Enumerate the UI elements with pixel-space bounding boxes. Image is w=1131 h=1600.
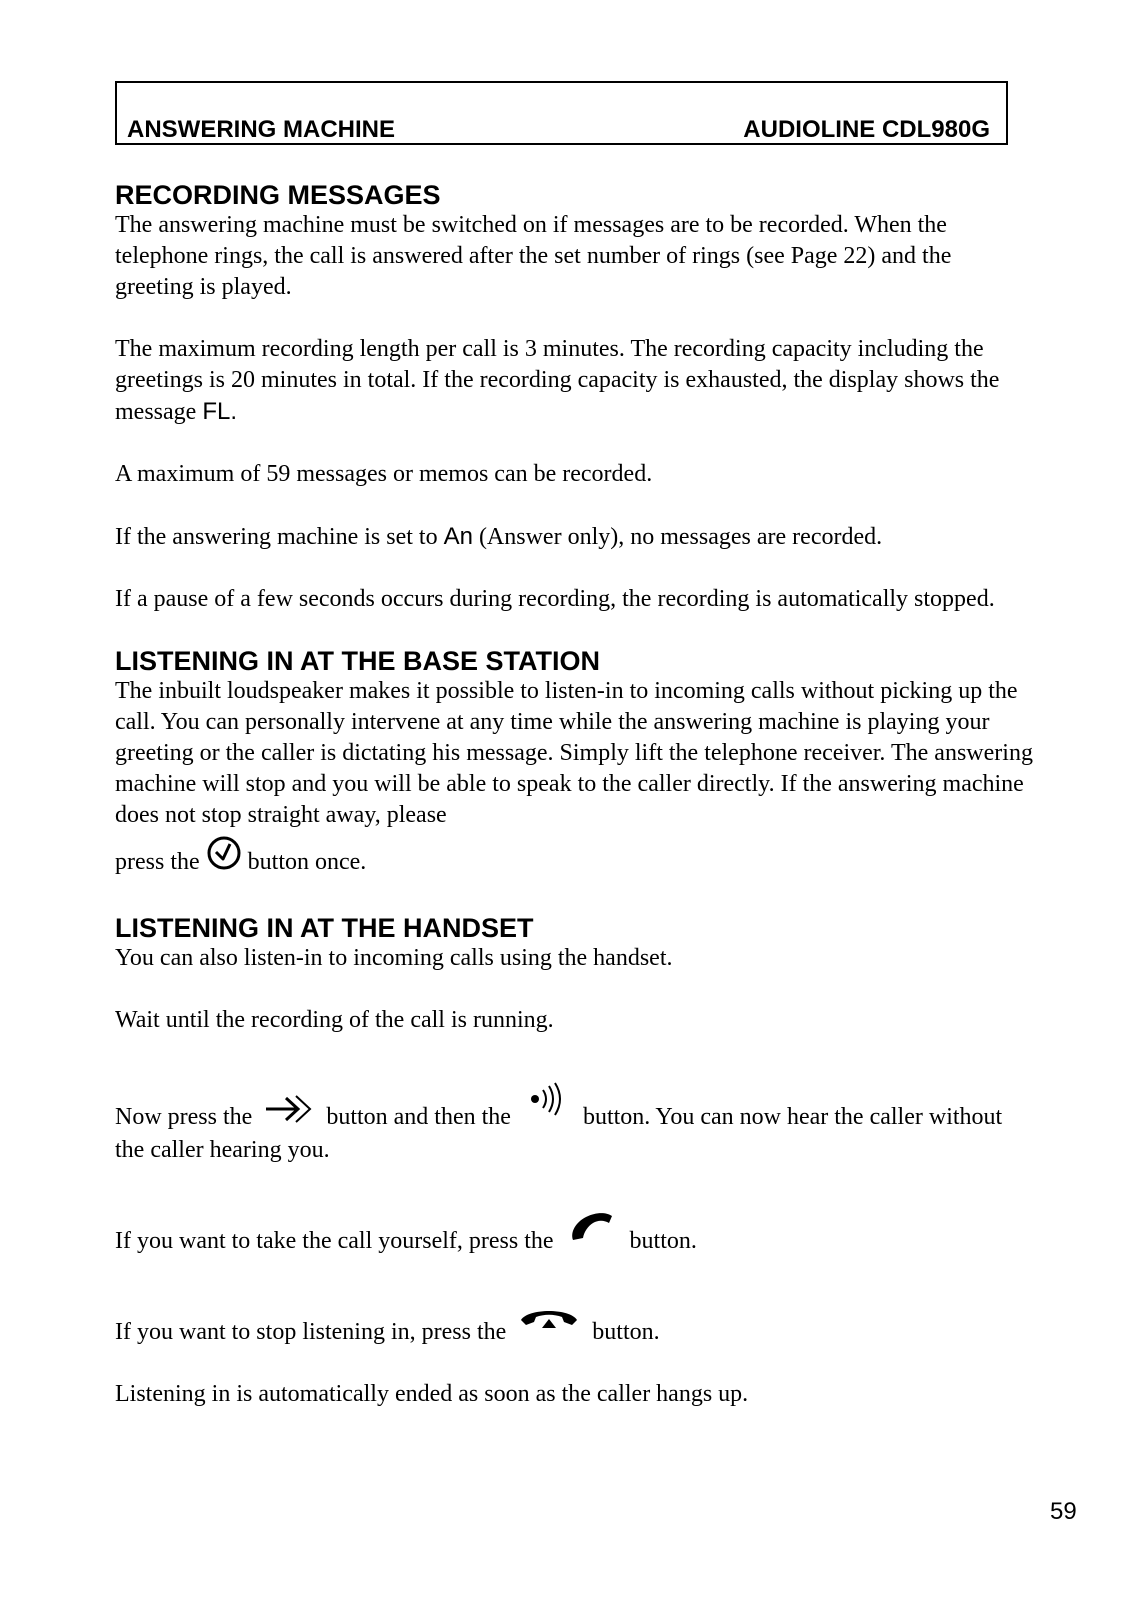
clock-stop-icon <box>206 835 242 880</box>
header-section-title: ANSWERING MACHINE <box>127 116 395 143</box>
base-p2-before: press the <box>115 849 206 875</box>
recording-paragraph-5: If a pause of a few seconds occurs during recording, the recording is automatically stopped. <box>115 586 995 612</box>
section-title-base-station: LISTENING IN AT THE BASE STATION <box>115 646 600 676</box>
phone-hangup-icon <box>518 1303 580 1342</box>
display-message-fl: FL. <box>202 398 237 425</box>
handset-p5-after: button. <box>586 1319 660 1345</box>
speaker-waves-icon <box>527 1082 567 1127</box>
handset-paragraph-4 <box>115 1210 1035 1257</box>
handset-p3-b: button and then the <box>320 1104 517 1130</box>
handset-p5-before: If you want to stop listening in, press the <box>115 1319 513 1345</box>
page-number: 59 <box>1050 1498 1077 1525</box>
recording-paragraph-2 <box>115 334 1035 428</box>
page-header <box>115 81 1008 145</box>
page-content <box>115 180 1035 1410</box>
recording-p2-text: The maximum recording length per call is 3 minutes. The recording capacity including the greetings is 20 minutes in total. If the recording capacity is exhausted, the display shows the message <box>115 336 1000 425</box>
display-message-an: An <box>443 523 473 550</box>
handset-p3-a: Now press the <box>115 1104 259 1130</box>
section-title-recording: RECORDING MESSAGES <box>115 180 441 210</box>
recording-paragraph-3: A maximum of 59 messages or memos can be recorded. <box>115 461 653 487</box>
base-paragraph-2 <box>115 835 1035 880</box>
handset-p4-after: button. <box>623 1228 697 1254</box>
recording-p4-after: (Answer only), no messages are recorded. <box>472 524 883 550</box>
recording-paragraph-1: The answering machine must be switched on if messages are to be recorded. When the telephone rings, the call is answered after the set number of rings (see Page 22) and the greeting is played. <box>115 212 952 300</box>
handset-p3-c: button. You can now hear the caller without the caller hearing you. <box>115 1104 1003 1163</box>
arrow-right-icon <box>264 1092 314 1135</box>
handset-paragraph-5 <box>115 1303 1035 1348</box>
handset-paragraph-1: You can also listen-in to incoming calls using the handset. <box>115 945 673 971</box>
phone-pickup-icon <box>568 1210 616 1253</box>
header-model-name: AUDIOLINE CDL980G <box>743 116 990 143</box>
handset-paragraph-2: Wait until the recording of the call is running. <box>115 1007 554 1033</box>
base-p2-after: button once. <box>241 849 367 875</box>
handset-paragraph-6: Listening in is automatically ended as soon as the caller hangs up. <box>115 1381 749 1407</box>
handset-p4-before: If you want to take the call yourself, press the <box>115 1228 560 1254</box>
section-title-handset: LISTENING IN AT THE HANDSET <box>115 913 534 943</box>
base-paragraph-1: The inbuilt loudspeaker makes it possible to listen-in to incoming calls without picking up the call. You can personally intervene at any time while the answering machine is playing your greeting or the caller is dictating his message. Simply lift the telephone receiver. The answering machine will stop and you will be able to speak to the caller directly. If the answering machine does not stop straight away, please <box>115 678 1033 828</box>
recording-paragraph-4 <box>115 521 1035 553</box>
recording-p4-before: If the answering machine is set to <box>115 524 444 550</box>
handset-paragraph-3 <box>115 1082 1035 1166</box>
